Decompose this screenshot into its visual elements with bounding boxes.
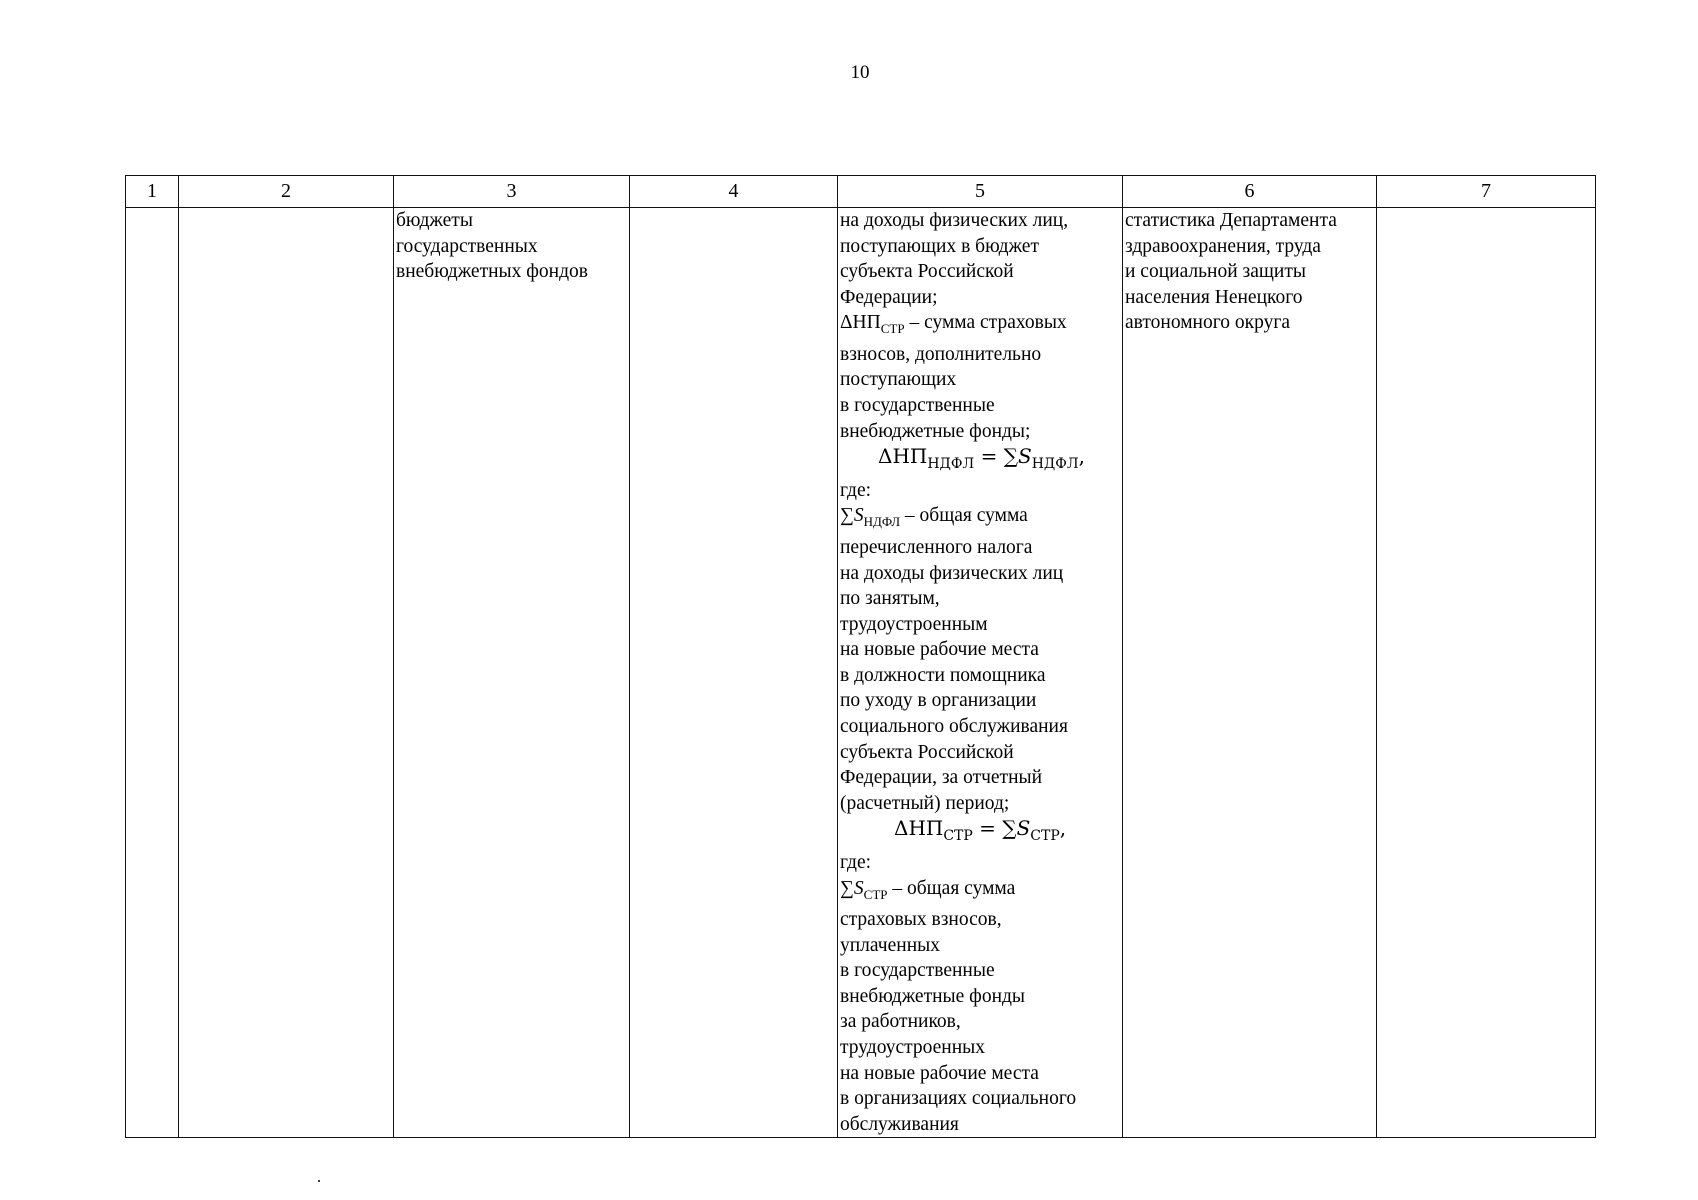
dnp-subscript: СТР bbox=[880, 321, 905, 337]
formula-strp bbox=[840, 816, 1120, 850]
col5-line: на доходы физических лиц, bbox=[840, 210, 1069, 231]
formula-lhs-subscript: НДФЛ bbox=[927, 456, 975, 473]
sum-symbol: ∑ bbox=[840, 505, 854, 527]
col5-line: поступающих в бюджет bbox=[840, 235, 1039, 257]
col5-line: трудоустроенным bbox=[840, 613, 988, 635]
col3-line: внебюджетных фондов bbox=[396, 261, 588, 283]
col5-line: на новые рабочие места bbox=[840, 639, 1039, 661]
col5-line: перечисленного налога bbox=[840, 536, 1033, 558]
column-header-4: 4 bbox=[630, 176, 838, 208]
formula-operator: = ∑ bbox=[972, 816, 1017, 841]
cell-col-7 bbox=[1377, 208, 1596, 1138]
page-number: 10 bbox=[850, 62, 870, 83]
sum-variable: S bbox=[853, 505, 864, 527]
col5-line: уплаченных bbox=[840, 934, 940, 956]
col3-line: бюджеты bbox=[396, 210, 473, 231]
sum-subscript: СТР bbox=[863, 886, 888, 902]
col5-line: в государственные bbox=[840, 960, 995, 982]
col5-line: субъекта Российской bbox=[840, 261, 1014, 283]
column-header-3: 3 bbox=[394, 176, 630, 208]
sum-ndfl-definition bbox=[840, 503, 1120, 534]
sum-variable: S bbox=[853, 877, 864, 899]
cell-col-3 bbox=[394, 208, 630, 1138]
col5-line: трудоустроенных bbox=[840, 1037, 985, 1059]
col5-line: (расчетный) период; bbox=[840, 792, 1010, 814]
col5-line: страховых взносов, bbox=[840, 909, 1002, 931]
sum-subscript: НДФЛ bbox=[863, 514, 901, 530]
col6-line: статистика Департамента bbox=[1125, 210, 1337, 231]
dnp-strp-definition bbox=[840, 310, 1120, 341]
col5-line: по занятым, bbox=[840, 588, 940, 610]
sum-strp-definition bbox=[840, 876, 1120, 907]
col6-line: автономного округа bbox=[1125, 312, 1290, 334]
col5-line: по уходу в организации bbox=[840, 690, 1037, 712]
column-header-6: 6 bbox=[1123, 176, 1377, 208]
col5-line: Федерации, за отчетный bbox=[840, 767, 1043, 789]
formula-rhs: S bbox=[1017, 444, 1032, 469]
formula-rhs: S bbox=[1016, 816, 1031, 841]
document-table bbox=[125, 175, 1596, 1138]
formula-operator: = ∑ bbox=[974, 444, 1018, 469]
col5-line: в должности помощника bbox=[840, 664, 1046, 686]
cell-col-4 bbox=[630, 208, 838, 1138]
where-label: где: bbox=[840, 852, 872, 874]
table-row bbox=[126, 208, 1596, 1138]
column-header-5: 5 bbox=[838, 176, 1123, 208]
formula-tail: , bbox=[1059, 816, 1067, 841]
where-label: где: bbox=[840, 479, 872, 501]
stray-dot bbox=[318, 1180, 320, 1182]
col5-line: взносов, дополнительно bbox=[840, 343, 1042, 365]
dnp-definition-text: – сумма страховых bbox=[904, 312, 1067, 334]
formula-lhs: ΔНП bbox=[878, 444, 928, 469]
col5-line: внебюджетные фонды bbox=[840, 985, 1026, 1007]
cell-col-5 bbox=[838, 208, 1123, 1138]
col5-line: внебюджетные фонды; bbox=[840, 420, 1031, 442]
formula-lhs-subscript: СТР bbox=[943, 828, 973, 845]
cell-col-1 bbox=[126, 208, 179, 1138]
column-header-7: 7 bbox=[1377, 176, 1596, 208]
col5-line: обслуживания bbox=[840, 1113, 959, 1135]
col5-line: в организациях социального bbox=[840, 1088, 1077, 1110]
dnp-symbol: ΔНП bbox=[840, 312, 881, 334]
cell-col-2 bbox=[179, 208, 394, 1138]
cell-col-6 bbox=[1123, 208, 1377, 1138]
col5-line: социального обслуживания bbox=[840, 716, 1068, 738]
formula-rhs-subscript: СТР bbox=[1030, 828, 1060, 845]
column-header-2: 2 bbox=[179, 176, 394, 208]
header-row bbox=[126, 176, 1596, 208]
col5-line: поступающих bbox=[840, 369, 957, 391]
sum-definition-text: – общая сумма bbox=[900, 505, 1028, 527]
col6-line: населения Ненецкого bbox=[1125, 286, 1303, 308]
sum-symbol: ∑ bbox=[840, 877, 854, 899]
column-header-1: 1 bbox=[126, 176, 179, 208]
col5-line: за работников, bbox=[840, 1011, 961, 1033]
col5-line: на доходы физических лиц bbox=[840, 562, 1064, 584]
col3-line: государственных bbox=[396, 235, 538, 257]
formula-rhs-subscript: НДФЛ bbox=[1031, 456, 1079, 473]
formula-lhs: ΔНП bbox=[894, 816, 944, 841]
col5-line: субъекта Российской bbox=[840, 741, 1014, 763]
formula-ndfl bbox=[840, 444, 1120, 478]
col5-line: Федерации; bbox=[840, 286, 938, 308]
col6-line: и социальной защиты bbox=[1125, 261, 1306, 283]
sum-definition-text: – общая сумма bbox=[887, 877, 1016, 899]
col6-line: здравоохранения, труда bbox=[1125, 235, 1321, 257]
col5-line: на новые рабочие места bbox=[840, 1062, 1039, 1084]
col5-line: в государственные bbox=[840, 395, 995, 417]
formula-tail: , bbox=[1078, 444, 1085, 469]
